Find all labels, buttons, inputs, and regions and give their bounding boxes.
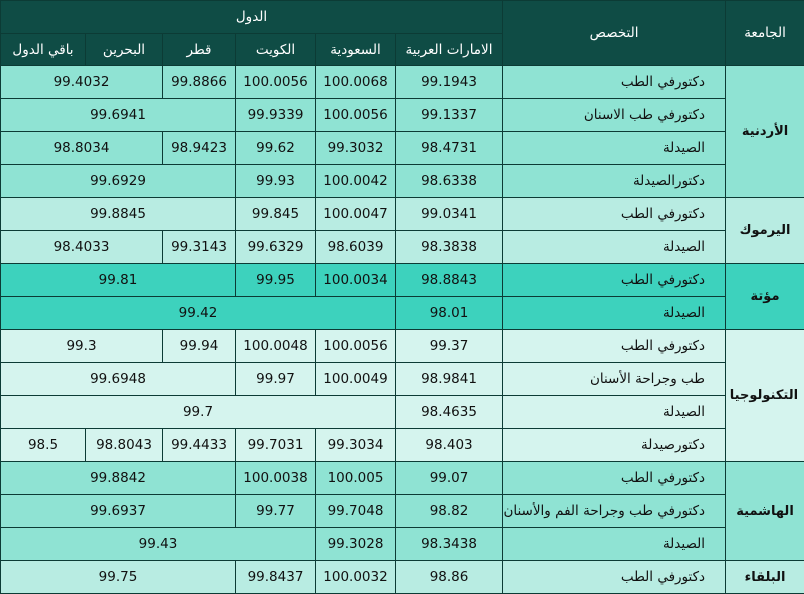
table-body [1, 66, 804, 594]
score-cell: 99.62 [236, 132, 316, 165]
table-row [1, 231, 804, 264]
score-cell: 99.9339 [236, 99, 316, 132]
table-row [1, 495, 804, 528]
country-header-qatar: قطر [163, 34, 236, 66]
score-cell: 99.43 [1, 528, 316, 561]
score-cell: 99.93 [236, 165, 316, 198]
score-cell: 100.0056 [316, 99, 396, 132]
score-cell: 100.005 [316, 462, 396, 495]
score-cell: 99.1943 [396, 66, 503, 99]
score-cell: 99.7031 [236, 429, 316, 462]
specialty-cell: الصيدلة [503, 297, 726, 330]
score-cell: 98.6338 [396, 165, 503, 198]
table-row [1, 99, 804, 132]
score-cell: 99.0341 [396, 198, 503, 231]
table-row [1, 330, 804, 363]
table-row [1, 132, 804, 165]
score-cell: 99.94 [163, 330, 236, 363]
university-cell: مؤتة [726, 264, 804, 330]
specialty-cell: الصيدلة [503, 396, 726, 429]
score-cell: 99.4032 [1, 66, 163, 99]
score-cell: 99.42 [1, 297, 396, 330]
score-cell: 100.0048 [236, 330, 316, 363]
score-cell: 98.9423 [163, 132, 236, 165]
score-cell: 98.9841 [396, 363, 503, 396]
table-row [1, 198, 804, 231]
score-cell: 99.75 [1, 561, 236, 594]
table-row [1, 264, 804, 297]
table-row [1, 528, 804, 561]
university-cell: الهاشمية [726, 462, 804, 561]
specialty-cell: دكتورفي الطب [503, 462, 726, 495]
specialty-cell: دكتورفي الطب [503, 198, 726, 231]
specialty-cell: الصيدلة [503, 231, 726, 264]
country-header-uae: الامارات العربية [396, 34, 503, 66]
score-cell: 98.3438 [396, 528, 503, 561]
specialty-cell: دكتورفي الطب [503, 264, 726, 297]
score-cell: 100.0049 [316, 363, 396, 396]
score-cell: 99.8866 [163, 66, 236, 99]
score-cell: 98.01 [396, 297, 503, 330]
score-cell: 99.81 [1, 264, 236, 297]
score-cell: 98.8843 [396, 264, 503, 297]
specialty-cell: دكتورصيدلة [503, 429, 726, 462]
score-cell: 100.0034 [316, 264, 396, 297]
table-row [1, 363, 804, 396]
score-cell: 99.8842 [1, 462, 236, 495]
score-cell: 99.37 [396, 330, 503, 363]
score-cell: 99.7 [1, 396, 396, 429]
score-cell: 99.6937 [1, 495, 236, 528]
score-cell: 99.3034 [316, 429, 396, 462]
country-header-saudi: السعودية [316, 34, 396, 66]
country-header-kuwait: الكويت [236, 34, 316, 66]
score-cell: 98.4033 [1, 231, 163, 264]
countries-header: الدول [1, 1, 503, 34]
score-cell: 99.6929 [1, 165, 236, 198]
table-row [1, 66, 804, 99]
score-cell: 99.3 [1, 330, 163, 363]
score-cell: 99.8845 [1, 198, 236, 231]
score-cell: 99.3143 [163, 231, 236, 264]
score-cell: 98.4635 [396, 396, 503, 429]
specialty-cell: دكتورفي طب الاسنان [503, 99, 726, 132]
score-cell: 99.6329 [236, 231, 316, 264]
score-cell: 99.7048 [316, 495, 396, 528]
score-cell: 100.0038 [236, 462, 316, 495]
score-cell: 100.0056 [316, 330, 396, 363]
score-cell: 99.3028 [316, 528, 396, 561]
country-header-others: باقي الدول [1, 34, 86, 66]
score-cell: 98.8043 [86, 429, 163, 462]
specialty-cell: الصيدلة [503, 132, 726, 165]
score-cell: 98.403 [396, 429, 503, 462]
university-cell: التكنولوجيا [726, 330, 804, 462]
specialty-cell: طب وجراحة الأسنان [503, 363, 726, 396]
table-row [1, 429, 804, 462]
score-cell: 99.77 [236, 495, 316, 528]
specialty-cell: دكتورفي الطب [503, 66, 726, 99]
table-row [1, 396, 804, 429]
table-row [1, 165, 804, 198]
score-cell: 100.0056 [236, 66, 316, 99]
table-row [1, 297, 804, 330]
table-row [1, 462, 804, 495]
score-cell: 99.97 [236, 363, 316, 396]
score-cell: 99.95 [236, 264, 316, 297]
score-cell: 99.8437 [236, 561, 316, 594]
score-cell: 99.07 [396, 462, 503, 495]
specialty-cell: دكتورالصيدلة [503, 165, 726, 198]
specialty-cell: دكتورفي طب وجراحة الفم والأسنان [503, 495, 726, 528]
score-cell: 99.6941 [1, 99, 236, 132]
score-cell: 100.0032 [316, 561, 396, 594]
score-cell: 99.845 [236, 198, 316, 231]
score-cell: 98.8034 [1, 132, 163, 165]
score-cell: 99.3032 [316, 132, 396, 165]
score-cell: 100.0042 [316, 165, 396, 198]
score-cell: 99.6948 [1, 363, 236, 396]
specialty-cell: دكتورفي الطب [503, 330, 726, 363]
score-cell: 98.5 [1, 429, 86, 462]
table-header [1, 1, 804, 66]
score-cell: 98.6039 [316, 231, 396, 264]
score-cell: 98.86 [396, 561, 503, 594]
score-cell: 100.0047 [316, 198, 396, 231]
university-cell: البلقاء [726, 561, 804, 594]
score-cell: 100.0068 [316, 66, 396, 99]
score-cell: 99.4433 [163, 429, 236, 462]
score-cell: 98.3838 [396, 231, 503, 264]
university-cell: اليرموك [726, 198, 804, 264]
specialty-header: التخصص [503, 1, 726, 66]
score-cell: 98.4731 [396, 132, 503, 165]
country-header-bahrain: البحرين [86, 34, 163, 66]
score-cell: 99.1337 [396, 99, 503, 132]
university-header: الجامعة [726, 1, 804, 66]
table-row [1, 561, 804, 594]
specialty-cell: دكتورفي الطب [503, 561, 726, 594]
score-cell: 98.82 [396, 495, 503, 528]
specialty-cell: الصيدلة [503, 528, 726, 561]
university-cell: الأردنية [726, 66, 804, 198]
